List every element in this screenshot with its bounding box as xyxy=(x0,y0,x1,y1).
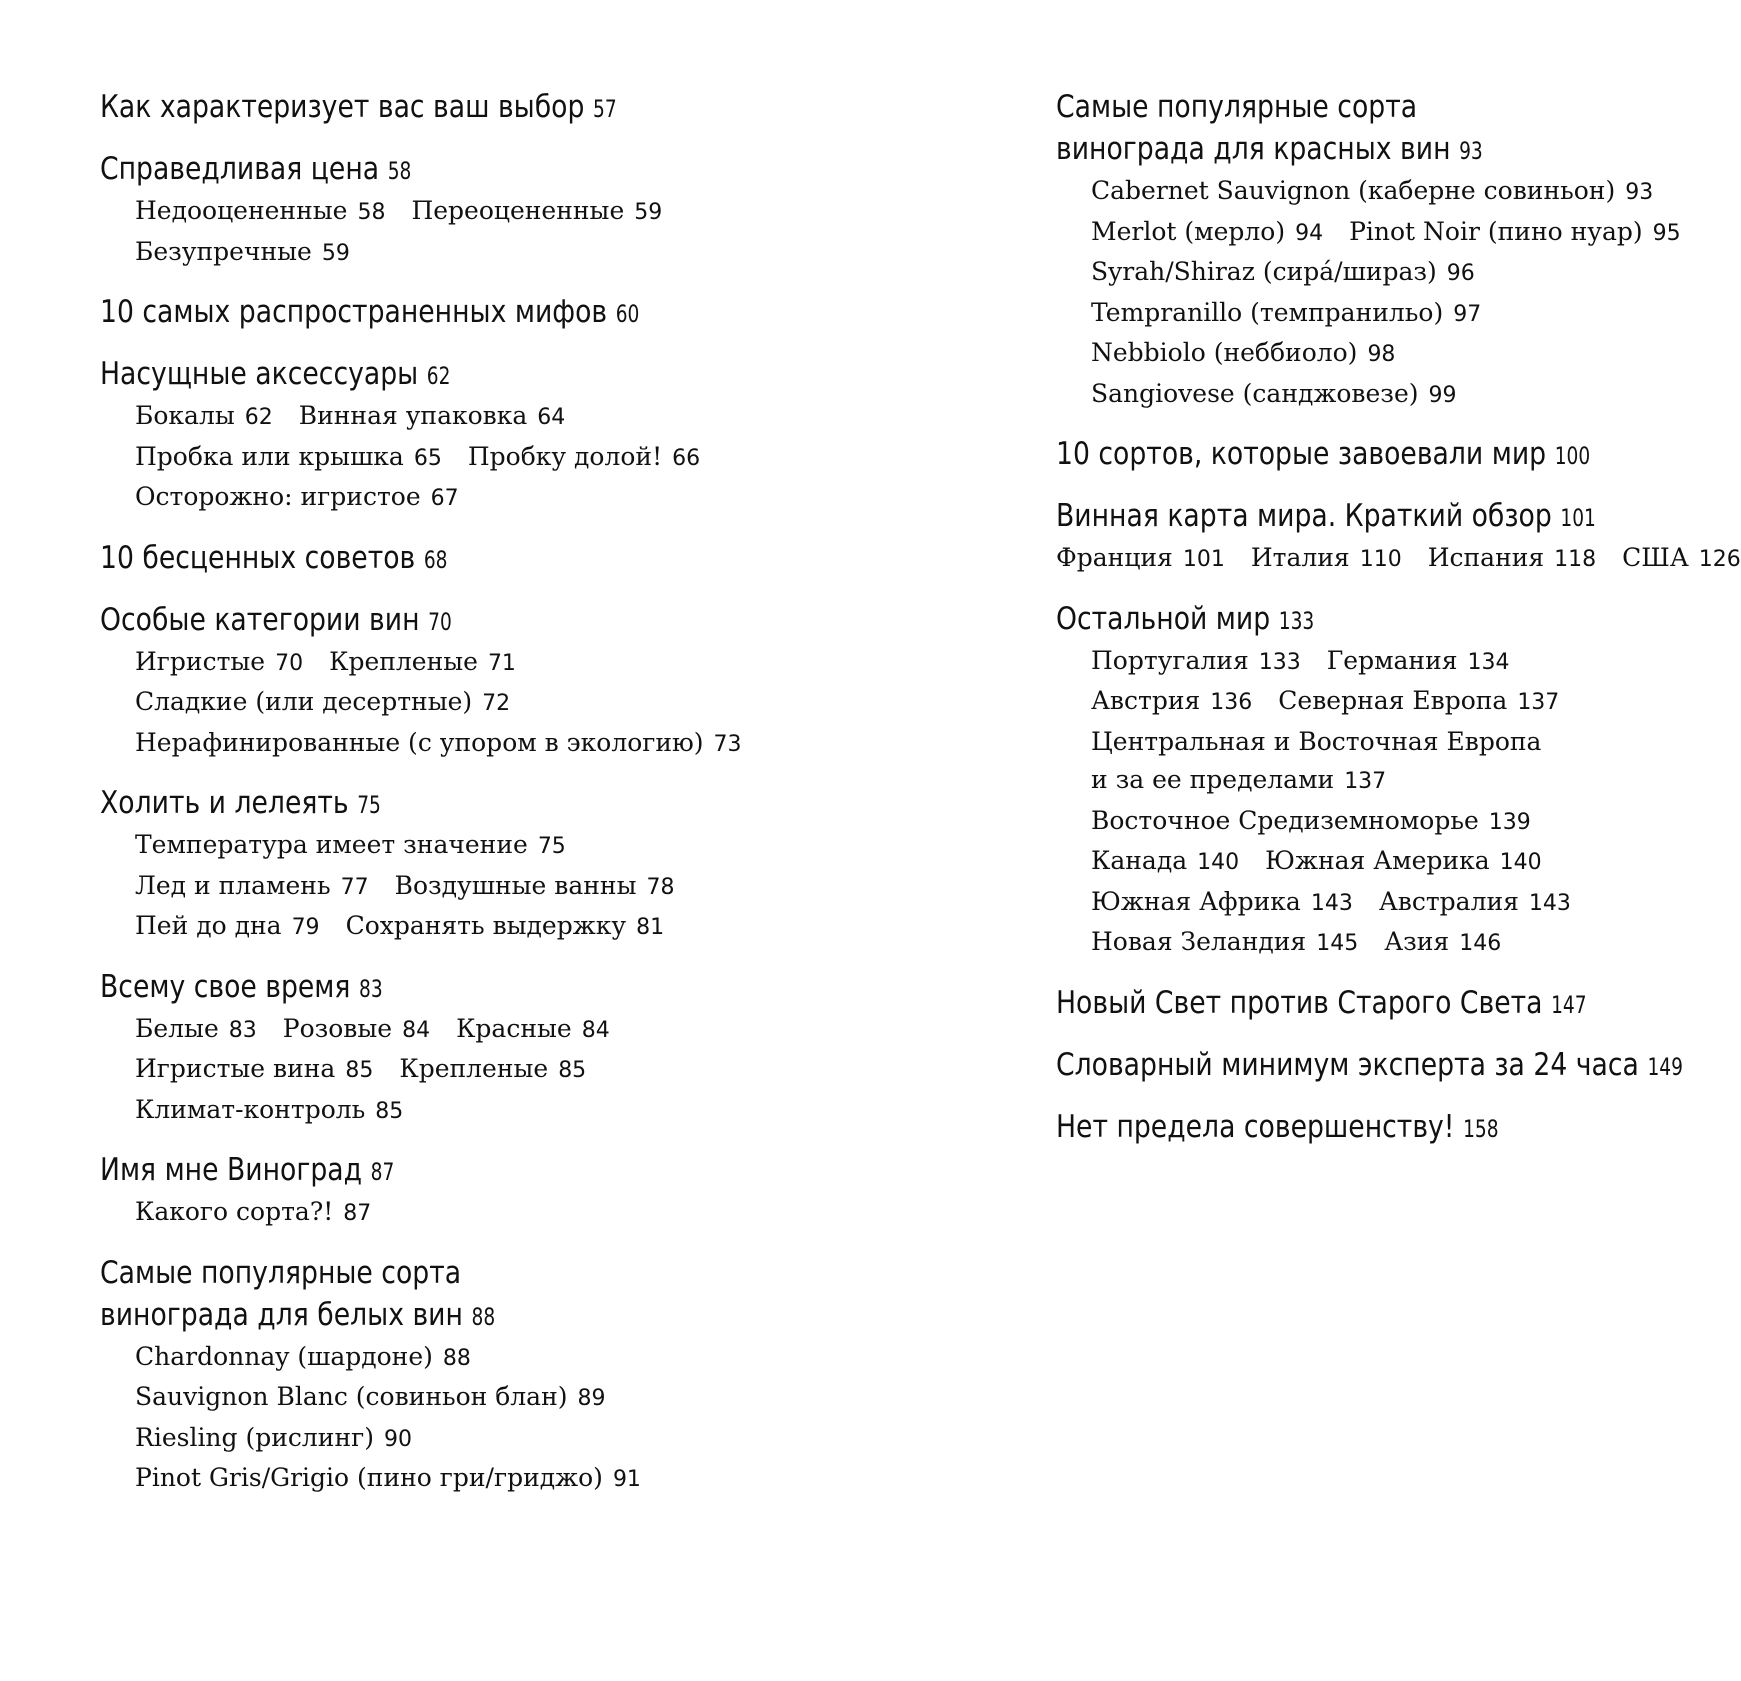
toc-entry-page: 88 xyxy=(442,1345,471,1371)
toc-entry-text: Chardonnay (шардоне) xyxy=(135,1341,433,1371)
toc-entry-text: Северная Европа xyxy=(1278,686,1508,715)
toc-subline xyxy=(100,724,980,765)
toc-heading-page: 60 xyxy=(615,300,640,328)
toc-entry-text: США xyxy=(1622,543,1689,572)
toc-entry[interactable] xyxy=(135,687,510,716)
toc-entry-page: 137 xyxy=(1344,769,1387,794)
toc-entry-text: Красные xyxy=(456,1013,572,1043)
toc-entry-page: 70 xyxy=(275,650,304,676)
toc-entry-text: Австралия xyxy=(1378,886,1519,916)
toc-subline xyxy=(1056,723,1716,762)
toc-subline xyxy=(1056,375,1716,416)
toc-section xyxy=(1056,86,1716,415)
toc-heading-page: 133 xyxy=(1278,606,1315,635)
toc-section xyxy=(1056,982,1716,1026)
toc-subline xyxy=(100,233,980,274)
toc-entry[interactable] xyxy=(135,1014,257,1043)
toc-section xyxy=(100,291,980,335)
toc-entry-text: Игристые xyxy=(135,646,266,676)
toc-entry-page: 81 xyxy=(636,915,665,940)
toc-entry-page: 140 xyxy=(1197,850,1240,875)
toc-heading-page: 149 xyxy=(1647,1052,1683,1081)
toc-entry-page: 137 xyxy=(1517,690,1560,715)
toc-entry[interactable] xyxy=(1091,298,1481,327)
toc-subline xyxy=(100,1338,980,1379)
toc-subline xyxy=(1056,334,1716,375)
toc-heading[interactable] xyxy=(100,1149,857,1193)
toc-entry-page: 133 xyxy=(1258,649,1301,675)
toc-heading[interactable] xyxy=(1056,982,1624,1026)
toc-entry[interactable] xyxy=(135,647,303,676)
toc-entry[interactable] xyxy=(1091,846,1239,875)
toc-entry[interactable] xyxy=(135,1463,641,1492)
toc-subline xyxy=(1056,842,1716,883)
toc-section xyxy=(100,86,980,130)
toc-entry-text: Переоцененные xyxy=(411,196,625,225)
toc-heading[interactable] xyxy=(1056,1044,1683,1088)
toc-subline xyxy=(1056,802,1716,843)
toc-entry-page: 62 xyxy=(244,405,273,430)
toc-right-column xyxy=(1056,86,1741,1168)
toc-heading-text: Всему свое время xyxy=(100,968,351,1005)
toc-subline xyxy=(100,1050,980,1091)
toc-entry-text: Pinot Noir (пино нуар) xyxy=(1349,216,1643,246)
toc-heading-text: Винная карта мира. Краткий обзор xyxy=(1056,498,1552,534)
toc-subline xyxy=(100,397,980,438)
toc-entry-page: 84 xyxy=(581,1017,610,1043)
toc-heading-page: 83 xyxy=(359,974,383,1003)
toc-entry-text: Безупречные xyxy=(135,236,312,266)
toc-entry-page: 96 xyxy=(1446,261,1475,286)
toc-entry[interactable] xyxy=(399,1054,586,1083)
toc-entry[interactable] xyxy=(283,1014,430,1043)
toc-entry[interactable] xyxy=(1379,887,1571,916)
toc-entry[interactable] xyxy=(135,196,385,225)
toc-entry-page: 71 xyxy=(487,650,516,676)
toc-heading-page: 75 xyxy=(357,791,381,819)
toc-heading-page: 158 xyxy=(1463,1114,1499,1143)
toc-entry-text: Пей до дна xyxy=(135,911,282,940)
toc-heading-page: 57 xyxy=(593,95,617,123)
toc-entry-text: Пробку долой! xyxy=(467,441,663,471)
toc-entry-page: 83 xyxy=(228,1017,257,1043)
toc-entry-text: Лед и пламень xyxy=(135,870,331,900)
toc-entry[interactable] xyxy=(1091,686,1252,715)
toc-section xyxy=(1056,433,1716,477)
toc-entry[interactable] xyxy=(1091,217,1323,246)
toc-heading-page: 58 xyxy=(387,157,412,185)
toc-section xyxy=(100,966,980,1132)
toc-entry[interactable] xyxy=(1349,217,1681,246)
toc-entry-page: 146 xyxy=(1459,931,1502,956)
toc-entry[interactable] xyxy=(468,442,700,471)
toc-entry[interactable] xyxy=(299,401,566,430)
toc-entry-text: Южная Африка xyxy=(1091,886,1301,916)
toc-section xyxy=(100,1252,980,1500)
toc-entry-page: 101 xyxy=(1182,547,1225,572)
toc-entry-text: Pinot Gris/Grigio (пино гри/гриджо) xyxy=(135,1463,603,1492)
toc-entry-text: Sauvignon Blanc (совиньон блан) xyxy=(135,1382,568,1411)
toc-entry-text: Игристые вина xyxy=(135,1054,336,1083)
toc-entry-page: 77 xyxy=(340,874,369,900)
toc-entry-text: Винная упаковка xyxy=(298,401,528,430)
toc-heading-text: Остальной мир xyxy=(1056,600,1271,637)
toc-entry-page: 75 xyxy=(537,834,566,859)
toc-entry-text: Какого сорта?! xyxy=(135,1197,334,1226)
toc-entry-page: 78 xyxy=(646,874,675,900)
toc-entry-page: 91 xyxy=(612,1467,641,1492)
toc-entry-page: 89 xyxy=(577,1386,606,1411)
toc-entry-text: Сладкие (или десертные) xyxy=(135,687,473,716)
toc-subline xyxy=(1056,213,1716,254)
toc-entry[interactable] xyxy=(135,1382,606,1411)
toc-entry[interactable] xyxy=(135,911,320,940)
toc-entry-text: Франция xyxy=(1056,543,1173,572)
toc-subline xyxy=(100,1091,980,1132)
toc-entry-page: 72 xyxy=(482,691,511,716)
toc-heading[interactable] xyxy=(100,86,857,130)
toc-entry[interactable] xyxy=(1091,765,1386,794)
toc-entry[interactable] xyxy=(135,401,273,430)
toc-heading-text: 10 самых распространенных мифов xyxy=(100,294,608,330)
toc-entry-text: Австрия xyxy=(1091,686,1201,715)
toc-entry-text: Германия xyxy=(1326,645,1458,675)
toc-entry[interactable] xyxy=(135,1342,471,1371)
toc-entry[interactable] xyxy=(135,830,566,859)
toc-entry-text: Воздушные ванны xyxy=(394,870,637,900)
toc-entry[interactable] xyxy=(346,911,665,940)
toc-entry-page: 145 xyxy=(1316,931,1359,956)
toc-entry-text: Сохранять выдержку xyxy=(345,911,627,940)
toc-section xyxy=(100,537,980,581)
toc-entry[interactable] xyxy=(1091,927,1358,956)
toc-entry[interactable] xyxy=(1091,379,1457,408)
toc-entry[interactable] xyxy=(1091,806,1531,835)
toc-entry-page: 58 xyxy=(357,200,386,225)
toc-entry-text: Испания xyxy=(1427,543,1545,572)
toc-entry-text: Температура имеет значение xyxy=(135,830,528,859)
toc-entry-page: 110 xyxy=(1359,547,1402,572)
toc-entry-page: 139 xyxy=(1488,809,1531,835)
toc-entry-page: 73 xyxy=(713,731,742,757)
toc-heading-text: Справедливая цена xyxy=(100,151,380,187)
toc-entry[interactable] xyxy=(1091,646,1301,675)
toc-entry-page: 85 xyxy=(345,1058,374,1083)
toc-subline xyxy=(1056,923,1716,964)
toc-entry[interactable] xyxy=(1327,646,1510,675)
toc-entry-text: Осторожно: игристое xyxy=(135,482,421,511)
toc-entry-page: 118 xyxy=(1554,547,1597,572)
toc-section xyxy=(1056,1106,1716,1150)
toc-left-column xyxy=(100,86,980,1518)
toc-entry-page: 126 xyxy=(1698,547,1741,572)
toc-heading[interactable] xyxy=(100,782,857,826)
toc-subline xyxy=(100,1419,980,1460)
toc-entry-text: Syrah/Shiraz (сирá/шираз) xyxy=(1091,257,1437,286)
toc-section xyxy=(1056,598,1716,964)
toc-heading-page: 147 xyxy=(1551,990,1587,1019)
toc-entry-text: Пробка или крышка xyxy=(135,441,404,471)
toc-entry-text: Португалия xyxy=(1091,645,1249,675)
toc-heading-page: 93 xyxy=(1459,137,1483,165)
toc-entry-page: 64 xyxy=(537,405,566,430)
toc-subline xyxy=(100,867,980,908)
toc-subline xyxy=(1056,172,1716,213)
toc-entry[interactable] xyxy=(135,728,742,757)
toc-subline xyxy=(1056,253,1716,294)
toc-subline xyxy=(100,643,980,684)
toc-entry[interactable] xyxy=(1056,543,1225,572)
toc-entry-page: 93 xyxy=(1625,180,1654,205)
toc-entry[interactable] xyxy=(329,647,516,676)
toc-entry-page: 134 xyxy=(1467,649,1510,675)
toc-entry-text: Розовые xyxy=(282,1013,393,1043)
toc-entry-page: 136 xyxy=(1210,690,1253,715)
toc-heading-page: 62 xyxy=(426,362,451,390)
toc-heading-text: Самые популярные сорта xyxy=(100,1254,462,1291)
toc-entry-text: Недооцененные xyxy=(135,196,348,225)
toc-entry[interactable] xyxy=(135,1054,373,1083)
toc-entry-text: Nebbiolo (неббиоло) xyxy=(1091,338,1358,367)
toc-heading-text: Новый Свет против Старого Света xyxy=(1056,984,1543,1021)
toc-entry[interactable] xyxy=(1622,543,1741,572)
toc-entry-text: Белые xyxy=(135,1013,219,1043)
toc-entry[interactable] xyxy=(135,442,442,471)
toc-entry[interactable] xyxy=(1091,727,1541,756)
toc-subline xyxy=(1056,883,1716,924)
toc-heading-text: Насущные аксессуары xyxy=(100,356,419,392)
toc-entry-page: 67 xyxy=(430,486,459,511)
toc-subline xyxy=(1056,761,1716,802)
toc-heading-text: Особые категории вин xyxy=(100,601,420,638)
toc-heading-text: 10 сортов, которые завоевали мир xyxy=(1056,436,1547,472)
toc-entry-text: Merlot (мерло) xyxy=(1091,216,1286,246)
toc-heading-text: Холить и лелеять xyxy=(100,785,349,821)
toc-heading[interactable] xyxy=(100,599,857,643)
toc-subline xyxy=(100,1378,980,1419)
toc-heading-text: Словарный минимум эксперта за 24 часа xyxy=(1056,1046,1639,1083)
toc-entry-text: Cabernet Sauvignon (каберне совиньон) xyxy=(1091,176,1616,205)
toc-heading-text: Имя мне Виноград xyxy=(100,1152,363,1188)
toc-subline xyxy=(100,826,980,867)
toc-subline xyxy=(100,478,980,519)
toc-section xyxy=(100,1149,980,1234)
toc-heading[interactable] xyxy=(1056,1106,1624,1150)
toc-entry[interactable] xyxy=(135,1197,371,1226)
toc-entry-page: 85 xyxy=(558,1058,587,1083)
toc-entry[interactable] xyxy=(135,871,369,900)
toc-heading[interactable] xyxy=(1056,128,1624,172)
toc-entry[interactable] xyxy=(411,196,662,225)
toc-heading[interactable] xyxy=(1056,86,1624,128)
toc-entry-page: 99 xyxy=(1428,382,1457,408)
toc-entry-page: 98 xyxy=(1367,342,1396,367)
toc-heading-text: винограда для белых вин xyxy=(100,1296,463,1333)
toc-entry-page: 85 xyxy=(375,1098,404,1124)
toc-entry[interactable] xyxy=(1251,543,1402,572)
toc-subline xyxy=(1056,682,1716,723)
toc-heading-text: Самые популярные сорта xyxy=(1056,89,1418,125)
toc-heading-page: 87 xyxy=(370,1158,395,1186)
toc-entry-page: 143 xyxy=(1528,890,1571,916)
toc-subline xyxy=(1056,539,1741,580)
toc-entry-page: 87 xyxy=(343,1201,372,1226)
toc-section xyxy=(100,782,980,948)
toc-entry[interactable] xyxy=(1428,543,1596,572)
toc-section xyxy=(100,148,980,273)
toc-entry[interactable] xyxy=(1091,176,1653,205)
toc-entry-page: 95 xyxy=(1652,220,1681,246)
toc-entry-page: 94 xyxy=(1295,220,1324,246)
toc-entry-text: Восточное Средиземноморье xyxy=(1091,805,1479,835)
toc-entry-text: и за ее пределами xyxy=(1091,765,1335,794)
toc-heading[interactable] xyxy=(100,1294,857,1338)
toc-entry-text: Южная Америка xyxy=(1265,846,1490,875)
toc-entry-page: 66 xyxy=(672,445,701,471)
toc-entry-text: Климат-контроль xyxy=(135,1094,366,1124)
toc-entry[interactable] xyxy=(1278,686,1559,715)
toc-subline xyxy=(1056,294,1716,335)
toc-entry-text: Tempranillo (темпранильо) xyxy=(1091,297,1444,327)
toc-heading[interactable] xyxy=(100,537,857,581)
toc-heading-page: 101 xyxy=(1560,504,1596,532)
toc-section xyxy=(1056,495,1741,580)
toc-entry-text: Канада xyxy=(1091,846,1188,875)
toc-entry[interactable] xyxy=(1384,927,1501,956)
toc-entry[interactable] xyxy=(1091,257,1475,286)
toc-entry-page: 90 xyxy=(383,1426,412,1452)
toc-entry-page: 143 xyxy=(1310,890,1353,916)
toc-subline xyxy=(100,907,980,948)
toc-heading[interactable] xyxy=(1056,433,1624,477)
toc-entry[interactable] xyxy=(395,871,675,900)
toc-entry-text: Крепленые xyxy=(329,646,478,676)
toc-entry-text: Бокалы xyxy=(135,401,235,430)
toc-entry[interactable] xyxy=(456,1014,610,1043)
toc-heading-text: Как характеризует вас ваш выбор xyxy=(100,89,585,125)
toc-section xyxy=(1056,1044,1716,1088)
toc-subline xyxy=(100,1459,980,1500)
toc-heading-page: 100 xyxy=(1554,442,1591,470)
toc-heading[interactable] xyxy=(100,148,857,192)
toc-heading-page: 70 xyxy=(428,607,452,636)
toc-section xyxy=(100,599,980,765)
toc-subline xyxy=(1056,642,1716,683)
toc-entry-text: Италия xyxy=(1250,543,1350,572)
toc-heading[interactable] xyxy=(100,353,857,397)
toc-subline xyxy=(100,438,980,479)
toc-entry[interactable] xyxy=(135,237,350,266)
toc-entry-page: 65 xyxy=(413,445,442,471)
toc-entry-page: 84 xyxy=(402,1017,431,1043)
toc-heading[interactable] xyxy=(100,1252,857,1294)
toc-entry[interactable] xyxy=(135,1095,403,1124)
toc-entry-text: Sangiovese (санджовезе) xyxy=(1091,378,1419,408)
toc-entry-page: 59 xyxy=(321,240,350,266)
toc-subline xyxy=(100,192,980,233)
toc-heading-text: 10 бесценных советов xyxy=(100,539,416,576)
toc-heading[interactable] xyxy=(1056,495,1624,539)
toc-entry-text: Центральная и Восточная Европа xyxy=(1091,726,1542,756)
toc-entry-text: Азия xyxy=(1384,927,1450,956)
toc-entry-page: 59 xyxy=(634,200,663,225)
toc-entry-text: Крепленые xyxy=(399,1054,549,1083)
toc-entry-text: Riesling (рислинг) xyxy=(135,1422,374,1452)
toc-entry-page: 79 xyxy=(291,915,320,940)
toc-subline xyxy=(100,683,980,724)
toc-entry-page: 140 xyxy=(1499,850,1542,875)
toc-heading[interactable] xyxy=(1056,598,1624,642)
toc-entry-text: Нерафинированные (с упором в экологию) xyxy=(135,727,704,757)
toc-entry[interactable] xyxy=(135,1423,412,1452)
toc-subline xyxy=(100,1193,980,1234)
toc-heading-text: Нет предела совершенству! xyxy=(1056,1108,1455,1145)
toc-entry[interactable] xyxy=(135,482,459,511)
toc-entry[interactable] xyxy=(1091,887,1353,916)
toc-entry-page: 97 xyxy=(1453,301,1482,327)
toc-heading-page: 88 xyxy=(471,1302,496,1331)
toc-heading-page: 68 xyxy=(423,545,448,574)
toc-heading-text: винограда для красных вин xyxy=(1056,131,1451,167)
toc-entry[interactable] xyxy=(1265,846,1542,875)
toc-heading[interactable] xyxy=(100,291,857,335)
toc-section xyxy=(100,353,980,519)
toc-heading[interactable] xyxy=(100,966,857,1010)
toc-entry-text: Новая Зеландия xyxy=(1091,927,1307,956)
toc-subline xyxy=(100,1010,980,1051)
toc-entry[interactable] xyxy=(1091,338,1395,367)
